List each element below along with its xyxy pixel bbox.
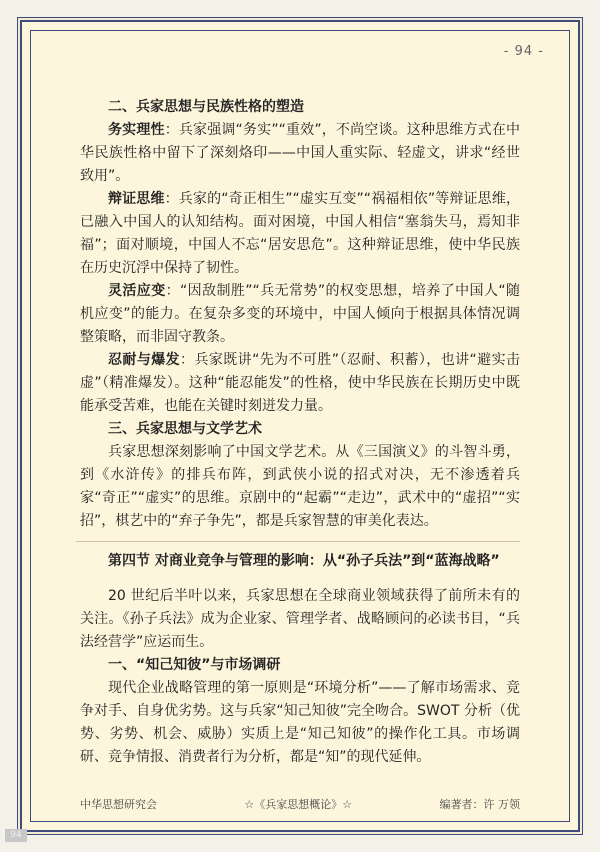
paragraph: 20 世纪后半叶以来，兵家思想在全球商业领域获得了前所未有的关注。《孙子兵法》成为企业家、管理学者、战略顾问的必读书目，“兵法经营学”应运而生。 (80, 588, 520, 650)
paragraph (80, 349, 520, 418)
footer-publisher: 中华思想研究会 (80, 798, 157, 811)
paragraph-text: ：兵家的“奇正相生”“虚实互变”“祸福相依”等辩证思维，已融入中国人的认知结构。面对困境，中国人相信“塞翁失马，焉知非福”；面对顺境，中国人不忘“居安思危”。这种辩证思维，使中华民族在历史沉浮中保持了韧性。 (80, 191, 520, 276)
section-divider (76, 541, 520, 542)
section-heading: 二、兵家思想与民族性格的塑造 (108, 99, 304, 115)
term-label: 辩证思维 (108, 191, 165, 207)
chapter-section-title: 第四节 对商业竞争与管理的影响：从“孙子兵法”到“蓝海战略” (108, 553, 500, 569)
term-label: 灵活应变 (108, 283, 166, 299)
section-heading: 三、兵家思想与文学艺术 (108, 421, 262, 437)
footer-book-title: ☆《兵家思想概论》☆ (244, 798, 353, 811)
subsection-heading: 一、“知己知彼”与市场调研 (108, 657, 281, 673)
term-label: 务实理性 (108, 122, 165, 138)
page-corner-tag: 94 (5, 829, 27, 842)
paragraph (80, 188, 520, 280)
footer-author: 编著者：许 万领 (439, 798, 520, 811)
page-body (80, 96, 520, 769)
paragraph: 兵家思想深刻影响了中国文学艺术。从《三国演义》的斗智斗勇，到《水浒传》的排兵布阵，到武侠小说的招式对决，无不渗透着兵家“奇正”“虚实”的思维。京剧中的“起霸”“走边”，武术中的“虚招”“实招”，棋艺中的“弃子争先”，都是兵家智慧的审美化表达。 (80, 444, 520, 529)
page-number: - 94 - (503, 44, 544, 59)
paragraph-text: ：“因敌制胜”“兵无常势”的权变思想，培养了中国人“随机应变”的能力。在复杂多变的环境中，中国人倾向于根据具体情况调整策略，而非固守教条。 (80, 283, 521, 345)
term-label: 忍耐与爆发 (108, 352, 181, 368)
paragraph-text: ：兵家强调“务实”“重效”，不尚空谈。这种思维方式在中华民族性格中留下了深刻烙印——中国人重实际、轻虚文，讲求“经世致用”。 (80, 122, 520, 184)
paragraph: 现代企业战略管理的第一原则是“环境分析”——了解市场需求、竞争对手、自身优劣势。这与兵家“知己知彼”完全吻合。SWOT 分析（优势、劣势、机会、威胁）实质上是“知己知彼”的操作化工具。市场调研、竞争情报、消费者行为分析，都是“知”的现代延伸。 (80, 680, 520, 765)
paragraph (80, 280, 520, 349)
paragraph-text: ：兵家既讲“先为不可胜”（忍耐、积蓄），也讲“避实击虚”（精准爆发）。这种“能忍能发”的性格，使中华民族在长期历史中既能承受苦难，也能在关键时刻迸发力量。 (80, 352, 520, 414)
page-footer (80, 796, 520, 812)
paragraph (80, 119, 520, 188)
